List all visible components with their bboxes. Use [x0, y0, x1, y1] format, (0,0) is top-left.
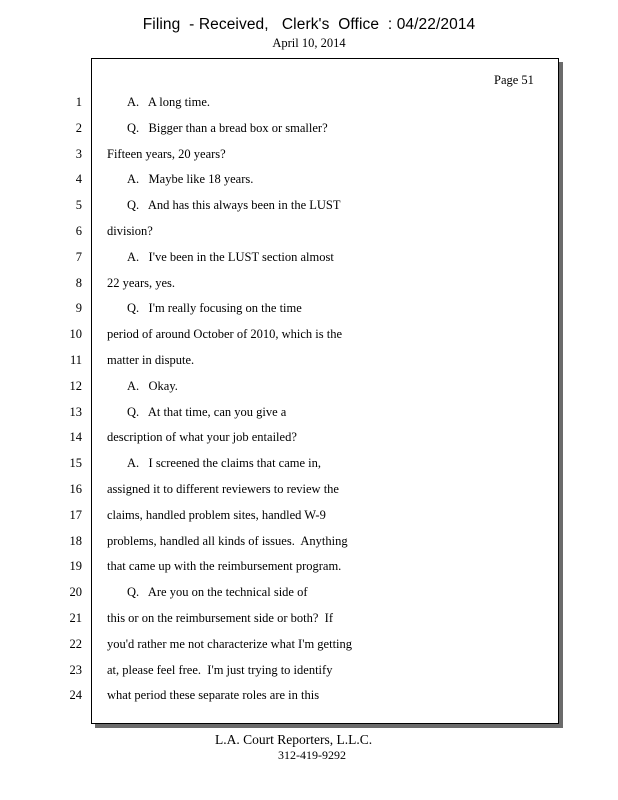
transcript-line: A. A long time. — [127, 95, 210, 109]
line-number: 20 — [69, 585, 82, 599]
line-number: 4 — [75, 172, 82, 186]
transcript-line: A. I screened the claims that came in, — [127, 456, 322, 470]
transcript-line: Q. And has this always been in the LUST — [127, 198, 341, 212]
transcript-line: period of around October of 2010, which is the — [107, 327, 343, 341]
transcript-line: 22 years, yes. — [107, 276, 176, 290]
line-number: 11 — [69, 353, 82, 367]
line-number: 9 — [75, 301, 82, 315]
line-number: 6 — [75, 224, 82, 238]
transcript-line: what period these separate roles are in this — [107, 688, 320, 702]
line-number: 2 — [75, 121, 82, 135]
line-number: 19 — [69, 559, 82, 573]
filing-stamp: Filing - Received, Clerk's Office : 04/22/2014 — [142, 16, 476, 33]
line-number: 23 — [69, 663, 82, 677]
line-number: 14 — [69, 430, 82, 444]
line-number: 10 — [69, 327, 82, 341]
line-number: 3 — [75, 147, 82, 161]
transcript-line: you'd rather me not characterize what I'm getting — [107, 637, 353, 651]
transcript-line: at, please feel free. I'm just trying to identify — [107, 663, 333, 677]
line-number: 18 — [69, 534, 82, 548]
line-number: 8 — [75, 276, 82, 290]
line-number: 15 — [69, 456, 82, 470]
transcript-date: April 10, 2014 — [272, 36, 346, 50]
transcript-line: this or on the reimbursement side or both? If — [107, 611, 333, 625]
line-number: 5 — [75, 198, 82, 212]
line-number: 7 — [75, 250, 82, 264]
transcript-line: A. Okay. — [127, 379, 178, 393]
transcript-line: Q. Are you on the technical side of — [127, 585, 308, 599]
transcript-line: problems, handled all kinds of issues. Anything — [107, 534, 348, 548]
court-reporter-phone: 312-419-9292 — [278, 748, 346, 762]
page-number: Page 51 — [494, 73, 534, 87]
transcript-line: A. Maybe like 18 years. — [127, 172, 254, 186]
line-number: 17 — [69, 508, 82, 522]
transcript-line: Fifteen years, 20 years? — [107, 147, 226, 161]
line-number: 16 — [69, 482, 82, 496]
transcript-line: Q. At that time, can you give a — [127, 405, 287, 419]
transcript-line: assigned it to different reviewers to review the — [107, 482, 339, 496]
court-reporter-name: L.A. Court Reporters, L.L.C. — [215, 732, 373, 747]
transcript-line: division? — [107, 224, 153, 238]
line-number: 13 — [69, 405, 82, 419]
line-number: 1 — [75, 95, 82, 109]
transcript-line: A. I've been in the LUST section almost — [127, 250, 334, 264]
line-number: 21 — [69, 611, 82, 625]
transcript-line: description of what your job entailed? — [107, 430, 297, 444]
transcript-line: matter in dispute. — [107, 353, 195, 367]
transcript-line: claims, handled problem sites, handled W-9 — [107, 508, 326, 522]
line-number: 24 — [69, 688, 82, 702]
transcript-line: Q. I'm really focusing on the time — [127, 301, 302, 315]
transcript-line: Q. Bigger than a bread box or smaller? — [127, 121, 328, 135]
line-number: 12 — [69, 379, 82, 393]
line-number: 22 — [69, 637, 82, 651]
transcript-line: that came up with the reimbursement program. — [107, 559, 342, 573]
